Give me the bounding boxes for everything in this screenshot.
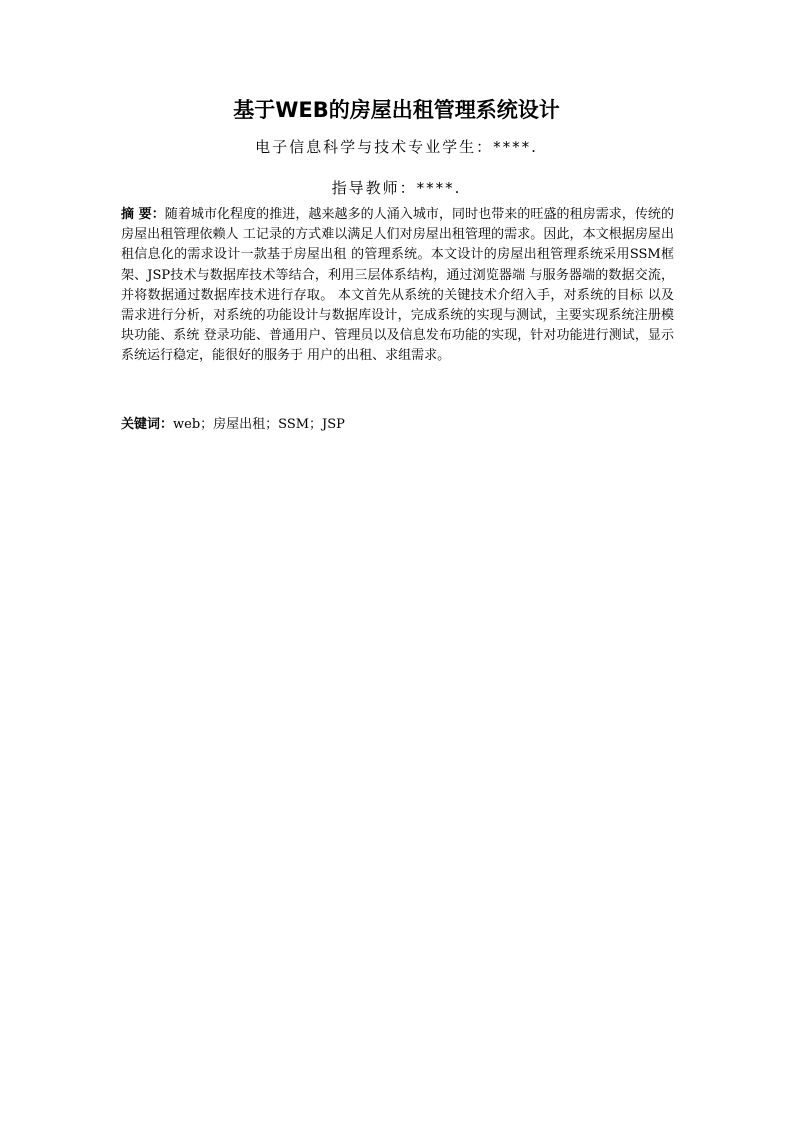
keywords-line	[121, 415, 674, 435]
keywords-label: 关键词：	[121, 417, 174, 432]
keywords-text: web；房屋出租；SSM；JSP	[173, 417, 345, 432]
author-line: 电子信息科学与技术专业学生：****.	[255, 138, 538, 156]
paper-title: 基于WEB的房屋出租管理系统设计	[233, 98, 560, 122]
abstract-text: 随着城市化程度的推进，越来越多的人涌入城市，同时也带来的旺盛的租房需求，传统的房屋出租管理依赖人 工记录的方式难以满足人们对房屋出租管理的需求。因此，本文根据房屋出租信息化的需求设计一款基于房屋出租 的管理系统。本文设计的房屋出租管理系统采用SSM框架、JSP技术与数据库技术等结合，利用三层体系结构，通过浏览器端 与服务器端的数据交流，并将数据通过数据库技术进行存取。 本文首先从系统的关键技术介绍入手，对系统的目标 以及需求进行分析，对系统的功能设计与数据库设计，完成系统的实现与测试，主要实现系统注册模块功能、系统 登录功能、普通用户、管理员以及信息发布功能的实现，针对功能进行测试，显示系统运行稳定，能很好的服务于 用户的出租、求组需求。	[121, 207, 674, 364]
advisor-line: 指导教师：****.	[331, 179, 462, 197]
abstract-paragraph	[121, 205, 674, 367]
abstract-label: 摘 要：	[121, 207, 165, 222]
